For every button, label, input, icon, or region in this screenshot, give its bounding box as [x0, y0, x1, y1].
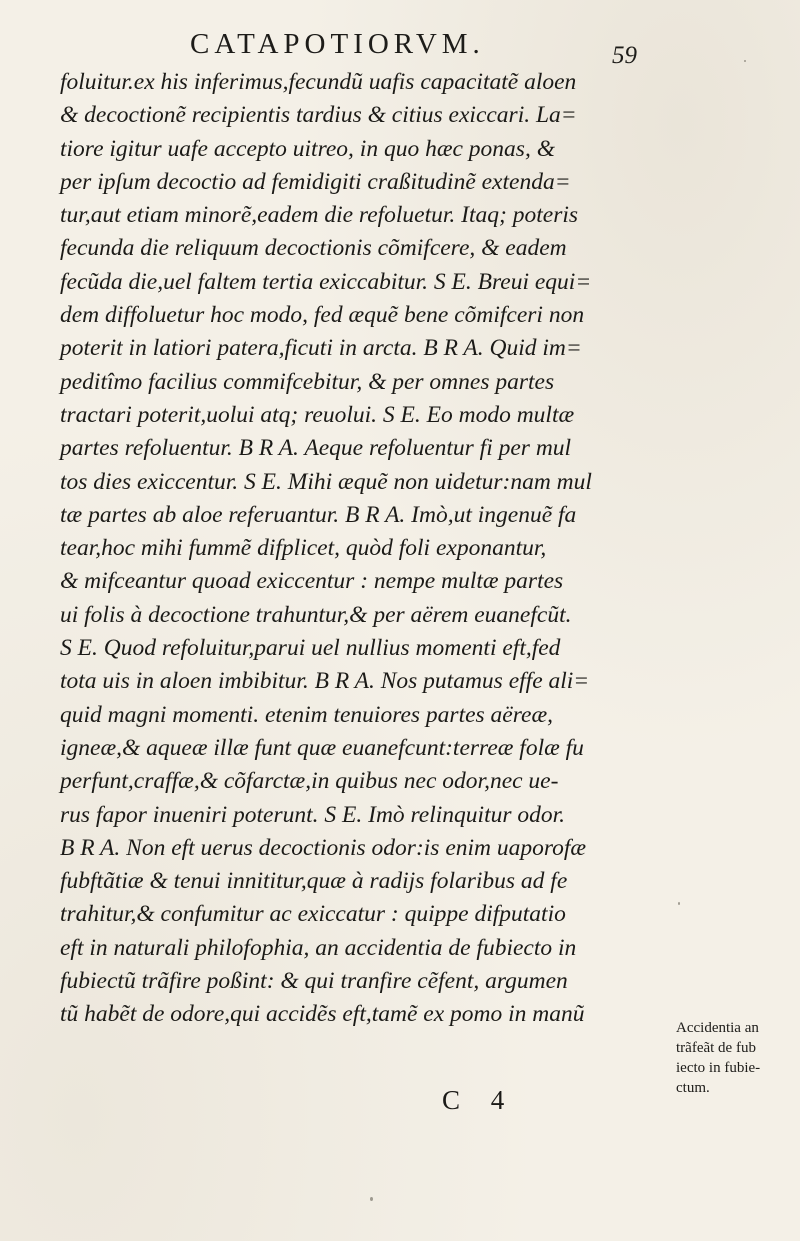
ink-speck [370, 1197, 373, 1201]
text-line: per ipſum decoctio ad femidigiti craßitudinẽ extenda= [60, 168, 571, 195]
marginal-note-line: trãfeãt de fub [676, 1040, 756, 1056]
marginal-note [676, 1018, 796, 1098]
ink-speck [678, 902, 680, 905]
text-line: eft in naturali philofophia, an accidentia de fubiecto in [60, 934, 577, 961]
text-line: & mifceantur quoad exiccentur : nempe multæ partes [60, 568, 564, 595]
text-line: ui folis à decoctione trahuntur,& per aërem euanefcũt. [60, 601, 572, 628]
text-line: partes refoluentur. B R A. Aeque refoluentur fi per mul [60, 435, 572, 462]
body-text [60, 66, 660, 1032]
marginal-note-line: Accidentia an [676, 1020, 759, 1036]
text-line: perfunt,craffæ,& cõfarctæ,in quibus nec odor,nec ue- [60, 768, 559, 795]
text-line: rus fapor inueniri poterunt. S E. Imò relinquitur odor. [60, 801, 566, 828]
text-line: tur,aut etiam minorẽ,eadem die refoluetur. Itaq; poteris [60, 202, 579, 229]
text-line: poterit in latiori patera,ficuti in arcta. B R A. Quid im= [60, 335, 582, 362]
text-line: fubftãtiæ & tenui innititur,quæ à radijs folaribus ad fe [60, 868, 568, 895]
ink-speck [744, 60, 746, 62]
text-line: fubiectũ trãfire poßint: & qui tranfire cẽfent, argumen [60, 968, 568, 995]
text-line: & decoctionẽ recipientis tardius & citius exiccari. La= [60, 102, 577, 129]
text-line: trahitur,& confumitur ac exiccatur : quippe difputatio [60, 901, 566, 928]
signature-mark: C 4 [442, 1085, 517, 1115]
text-line: tæ partes ab aloe referuantur. B R A. Imò,ut ingenuẽ fa [60, 501, 577, 528]
text-line: peditîmo facilius commifcebitur, & per omnes partes [60, 368, 555, 395]
text-line: tractari poterit,uolui atq; reuolui. S E. Eo modo multæ [60, 401, 575, 428]
text-line: quid magni momenti. etenim tenuiores partes aëreæ, [60, 701, 553, 728]
marginal-note-line: ctum. [676, 1080, 710, 1096]
text-line: igneæ,& aqueæ illæ funt quæ euanefcunt:terreæ folæ fu [60, 734, 584, 761]
text-line: tos dies exiccentur. S E. Mihi æquẽ non uidetur:nam mul [60, 468, 592, 495]
marginal-note-line: iecto in fubie- [676, 1060, 761, 1076]
text-line: tiore igitur uafe accepto uitreo, in quo hæc ponas, & [60, 135, 555, 162]
text-line: S E. Quod refoluitur,parui uel nullius momenti eft,fed [60, 635, 561, 662]
text-line: fecũda die,uel faltem tertia exiccabitur. S E. Breui equi= [60, 268, 592, 295]
text-line: B R A. Non eft uerus decoctionis odor:is enim uaporofæ [60, 834, 587, 861]
text-line: fecunda die reliquum decoctionis cõmifcere, & eadem [60, 235, 567, 262]
page-number: 59 [612, 42, 637, 69]
running-title: CATAPOTIORVM. [190, 28, 485, 60]
text-line: dem diffoluetur hoc modo, fed æquẽ bene cõmifceri non [60, 302, 585, 329]
text-line: tota uis in aloen imbibitur. B R A. Nos putamus effe ali= [60, 668, 590, 695]
text-line: tũ habẽt de odore,qui accidẽs eft,tamẽ ex pomo in manũ [60, 1001, 585, 1028]
text-line: foluitur.ex his inferimus,fecundũ uafis capacitatẽ aloen [60, 69, 577, 95]
text-line: tear,hoc mihi fummẽ difplicet, quòd foli exponantur, [60, 535, 547, 562]
